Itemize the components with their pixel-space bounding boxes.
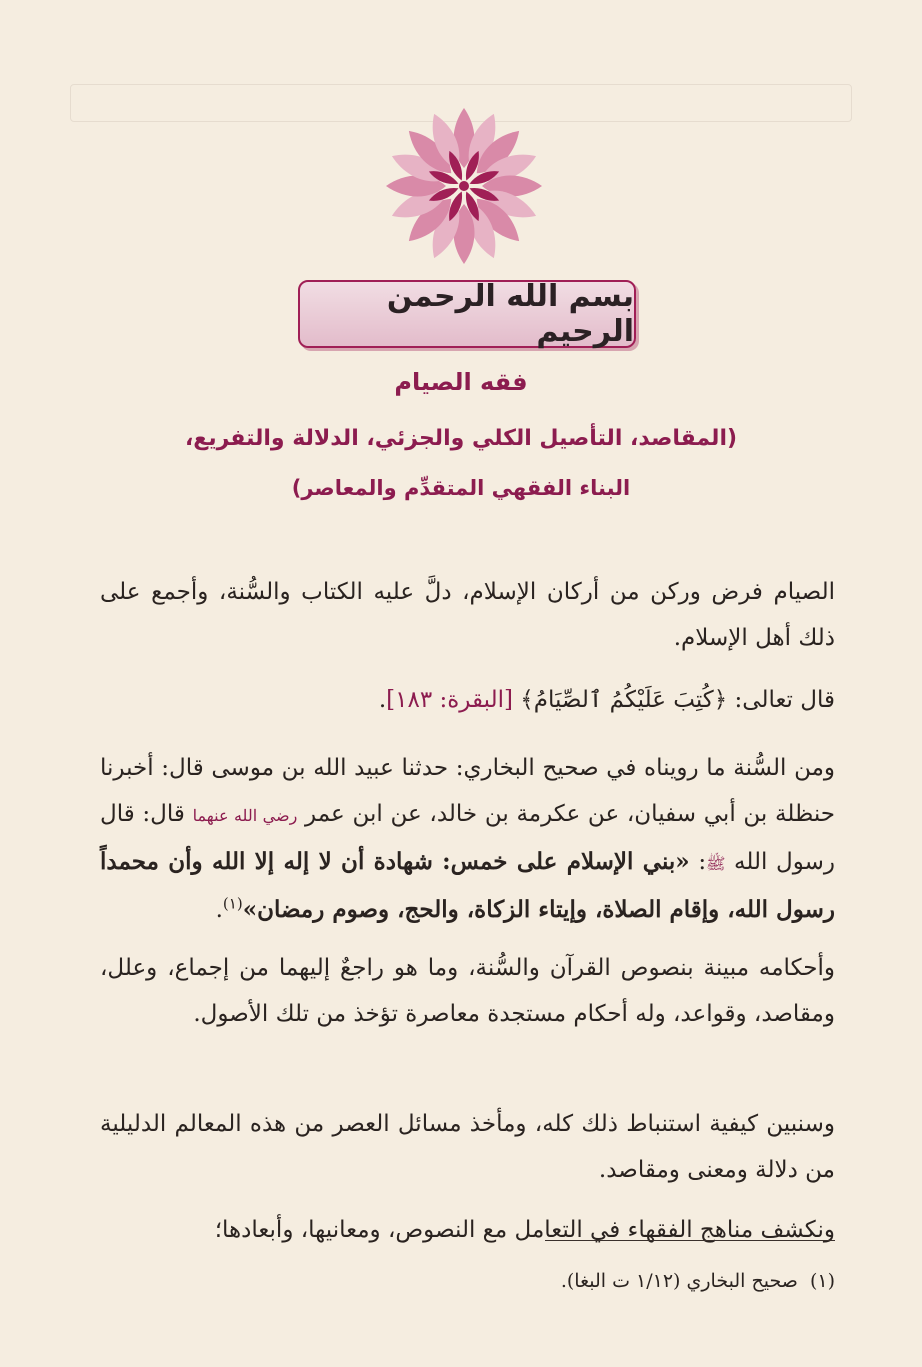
footnote (100, 1262, 835, 1300)
basmala-frame (298, 280, 636, 348)
basmala-text: بسم الله الرحمن الرحيم (386, 279, 634, 349)
hadith-colon: : (689, 849, 707, 875)
paragraph-rulings-sources: وأحكامه مبينة بنصوص القرآن والسُّنة، وما هو راجعٌ إليهما من إجماع، وعلل، ومقاصد، وقواعد، وله أحكام مستجدة معاصرة تؤخذ من تلك الأصول. (100, 955, 835, 1027)
paragraph-derivation: وسنبين كيفية استنباط ذلك كله، ومأخذ مسائل العصر من هذه المعالم الدليلية من دلالة ومعنى ومقاصد. (100, 1111, 835, 1183)
chapter-subtitle-line-1: (المقاصد، التأصيل الكلي والجزئي، الدلالة والتفريع، (184, 426, 738, 451)
hadith-chain: ومن السُّنة ما رويناه في صحيح البخاري: حدثنا عبيد الله بن موسى قال: أخبرنا حنظلة بن أبي سفيان، عن عكرمة بن خالد، عن ابن عمر (100, 755, 836, 827)
hadith-text: «بني الإسلام على خمس: شهادة أن لا إله إلا الله وأن محمداً رسول الله، وإقام الصلاة، وإيتاء الزكاة، والحج، وصوم رمضان» (100, 848, 835, 923)
verse-end: . (378, 687, 387, 713)
ornament-center (459, 181, 469, 191)
flower-rosette-icon (382, 104, 546, 268)
chapter-title: فقه الصيام (394, 368, 528, 396)
salawat-honorific: ﷺ (706, 854, 726, 873)
paragraph-jurists-methods: ونكشف مناهج الفقهاء في التعامل مع النصوص، ومعانيها، وأبعادها؛ (214, 1217, 835, 1243)
footnote-marker[interactable]: (١) (222, 894, 243, 913)
verse-intro: قال تعالى: (727, 687, 835, 713)
paragraph-fasting-obligation: الصيام فرض وركن من أركان الإسلام، دلَّ عليه الكتاب والسُّنة، وأجمع على ذلك أهل الإسلام. (100, 579, 835, 651)
paragraph-quran-verse (100, 677, 835, 723)
footnote-number: (١) (809, 1270, 835, 1292)
footnote-divider (545, 1240, 835, 1241)
hadith-said: قال: قال رسول الله (100, 801, 836, 875)
paragraph-hadith (100, 745, 835, 933)
footnote-text: صحيح البخاري (١/١٢ ت البغا). (560, 1270, 798, 1292)
chapter-subtitle-line-2: البناء الفقهي المتقدِّم والمعاصر) (291, 476, 631, 500)
quran-verse: ﴿كُتِبَ عَلَيْكُمُ ٱلصِّيَامُ﴾ (520, 687, 728, 713)
verse-reference: [البقرة: ١٨٣] (386, 687, 513, 713)
hadith-end: . (215, 897, 223, 923)
radi-allahu-anhuma-honorific: رضي الله عنهما (192, 806, 298, 825)
